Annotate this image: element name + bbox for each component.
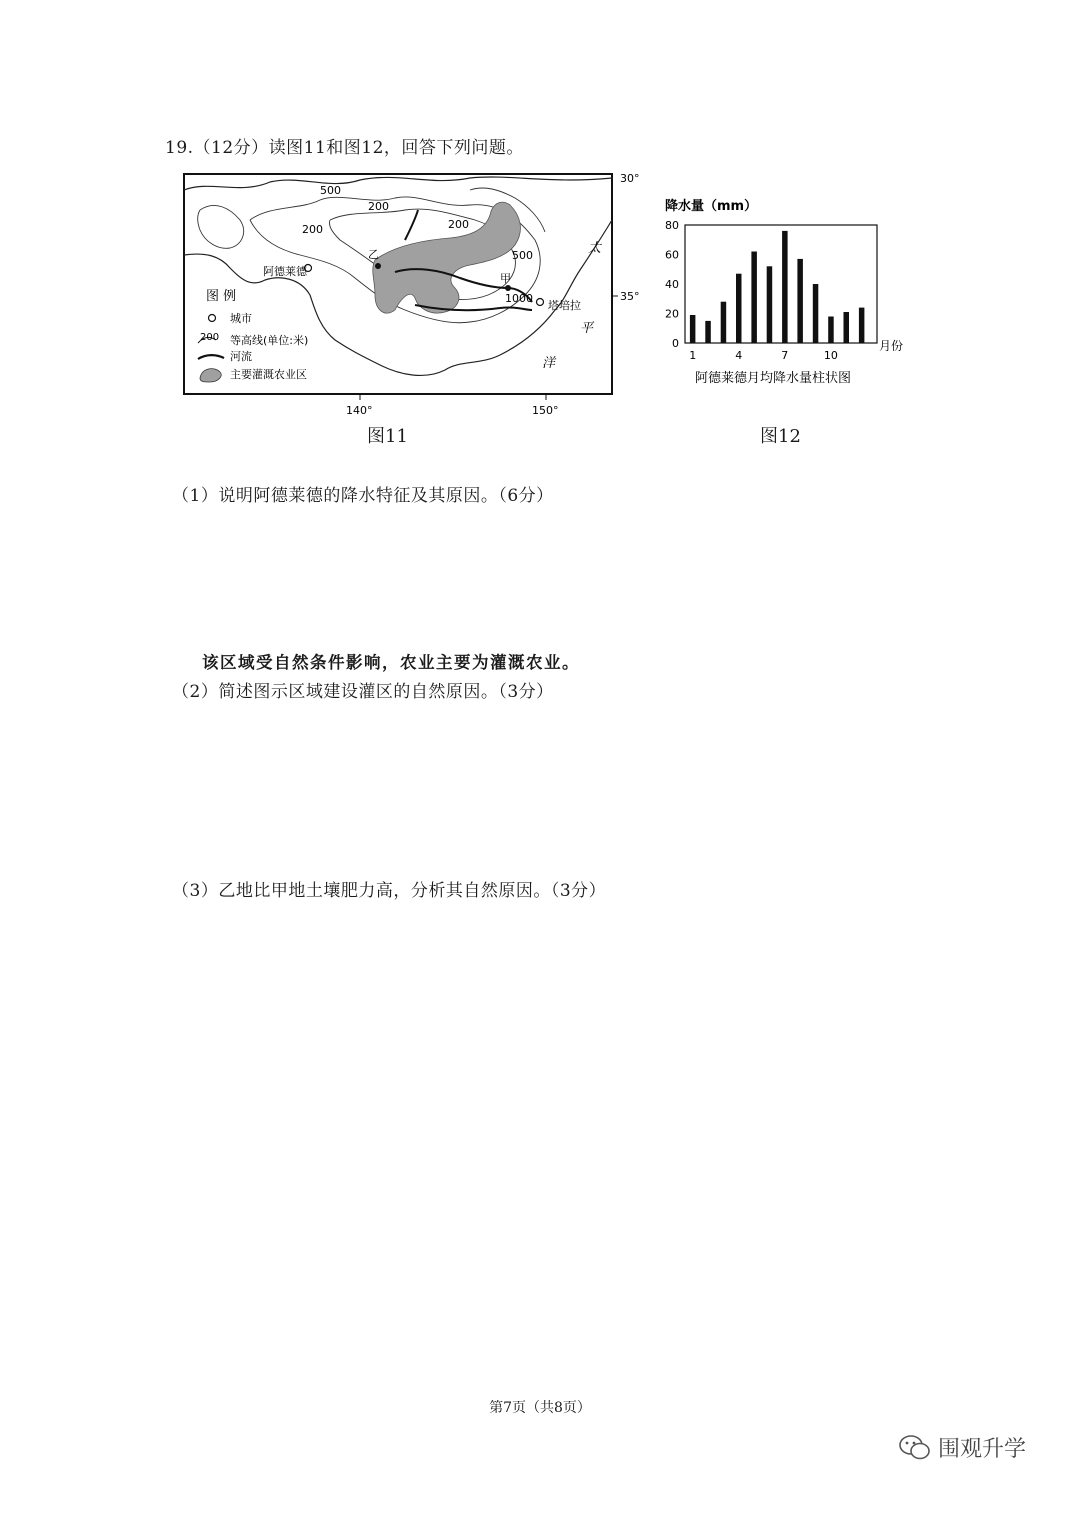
question-title: 19.（12分）读图11和图12，回答下列问题。 xyxy=(165,138,524,158)
y-tick-label: 20 xyxy=(665,307,679,321)
bar-month-4 xyxy=(736,274,742,343)
irrigation-area xyxy=(373,202,521,313)
bar-month-11 xyxy=(844,312,850,343)
x-tick-label: 7 xyxy=(781,349,789,362)
figure-12-caption: 图12 xyxy=(760,426,801,447)
legend-irrigation-icon xyxy=(200,369,221,382)
x-tick-label: 4 xyxy=(735,349,743,362)
bar-month-7 xyxy=(782,231,788,343)
y-tick-label: 0 xyxy=(672,337,679,350)
map-figure xyxy=(170,160,650,420)
sub-question-2: （2）简述图示区域建设灌区的自然原因。（3分） xyxy=(172,682,554,702)
context-text: 该区域受自然条件影响，农业主要为灌溉农业。 xyxy=(202,653,580,672)
yi-point xyxy=(375,263,381,269)
figure-11-caption: 图11 xyxy=(367,426,408,447)
legend-river-icon xyxy=(198,355,224,359)
contour-label: 1000 xyxy=(505,292,533,305)
sub-question-3: （3）乙地比甲地土壤肥力高，分析其自然原因。（3分） xyxy=(172,881,607,901)
ocean-label: 平 xyxy=(580,321,594,336)
ocean-label: 太 xyxy=(588,241,602,256)
contour-line xyxy=(198,205,244,248)
x-tick-label: 10 xyxy=(823,349,838,362)
contour-label: 500 xyxy=(512,249,533,262)
chart-ylabel: 降水量（mm） xyxy=(665,199,758,214)
tamworth-label: 塔培拉 xyxy=(548,299,581,312)
jia-point xyxy=(505,285,511,291)
bar-month-3 xyxy=(721,302,727,343)
legend-item-contour: 等高线(单位:米) xyxy=(230,334,309,347)
contour-label: 200 xyxy=(448,218,469,231)
bar-month-1 xyxy=(690,315,696,343)
bar-month-10 xyxy=(828,317,834,344)
lon-label: 150° xyxy=(532,404,559,417)
jia-label: 甲 xyxy=(500,272,511,285)
yi-label: 乙 xyxy=(368,248,379,261)
ocean-label: 洋 xyxy=(542,356,556,371)
precipitation-chart xyxy=(655,190,915,395)
page-footer: 第7页（共8页） xyxy=(489,1400,591,1416)
lat-label: 30° xyxy=(620,172,640,185)
x-tick-label: 1 xyxy=(689,349,697,362)
bar-month-2 xyxy=(705,321,711,343)
legend-city-icon xyxy=(209,315,216,322)
city-tamworth-icon xyxy=(537,299,544,306)
bar-month-5 xyxy=(751,252,757,344)
contour-label: 200 xyxy=(302,223,323,236)
chart-title: 阿德莱德月均降水量柱状图 xyxy=(695,371,852,386)
lat-label: 35° xyxy=(620,290,640,303)
contour-label: 500 xyxy=(320,184,341,197)
contour-label: 200 xyxy=(368,200,389,213)
wechat-icon xyxy=(898,1433,932,1463)
bar-month-9 xyxy=(813,284,819,343)
watermark-text: 围观升学 xyxy=(938,1437,1027,1462)
chart-xlabel: 月份 xyxy=(879,339,904,353)
watermark xyxy=(898,1432,1026,1463)
adelaide-label: 阿德莱德 xyxy=(263,265,307,278)
lon-label: 140° xyxy=(346,404,373,417)
bar-month-6 xyxy=(767,266,773,343)
y-tick-label: 40 xyxy=(665,278,679,291)
river xyxy=(405,210,418,240)
legend-title: 图 例 xyxy=(206,289,237,304)
sub-question-1: （1）说明阿德莱德的降水特征及其原因。（6分） xyxy=(172,486,554,506)
legend-item-irrigation: 主要灌溉农业区 xyxy=(230,368,307,381)
legend-item-city: 城市 xyxy=(230,312,252,325)
bar-month-8 xyxy=(797,259,803,343)
y-tick-label: 80 xyxy=(665,219,679,232)
y-tick-label: 60 xyxy=(665,248,679,262)
legend-contour-sample: 200 xyxy=(200,332,220,343)
legend-item-river: 河流 xyxy=(230,350,252,363)
bar-month-12 xyxy=(859,308,865,343)
